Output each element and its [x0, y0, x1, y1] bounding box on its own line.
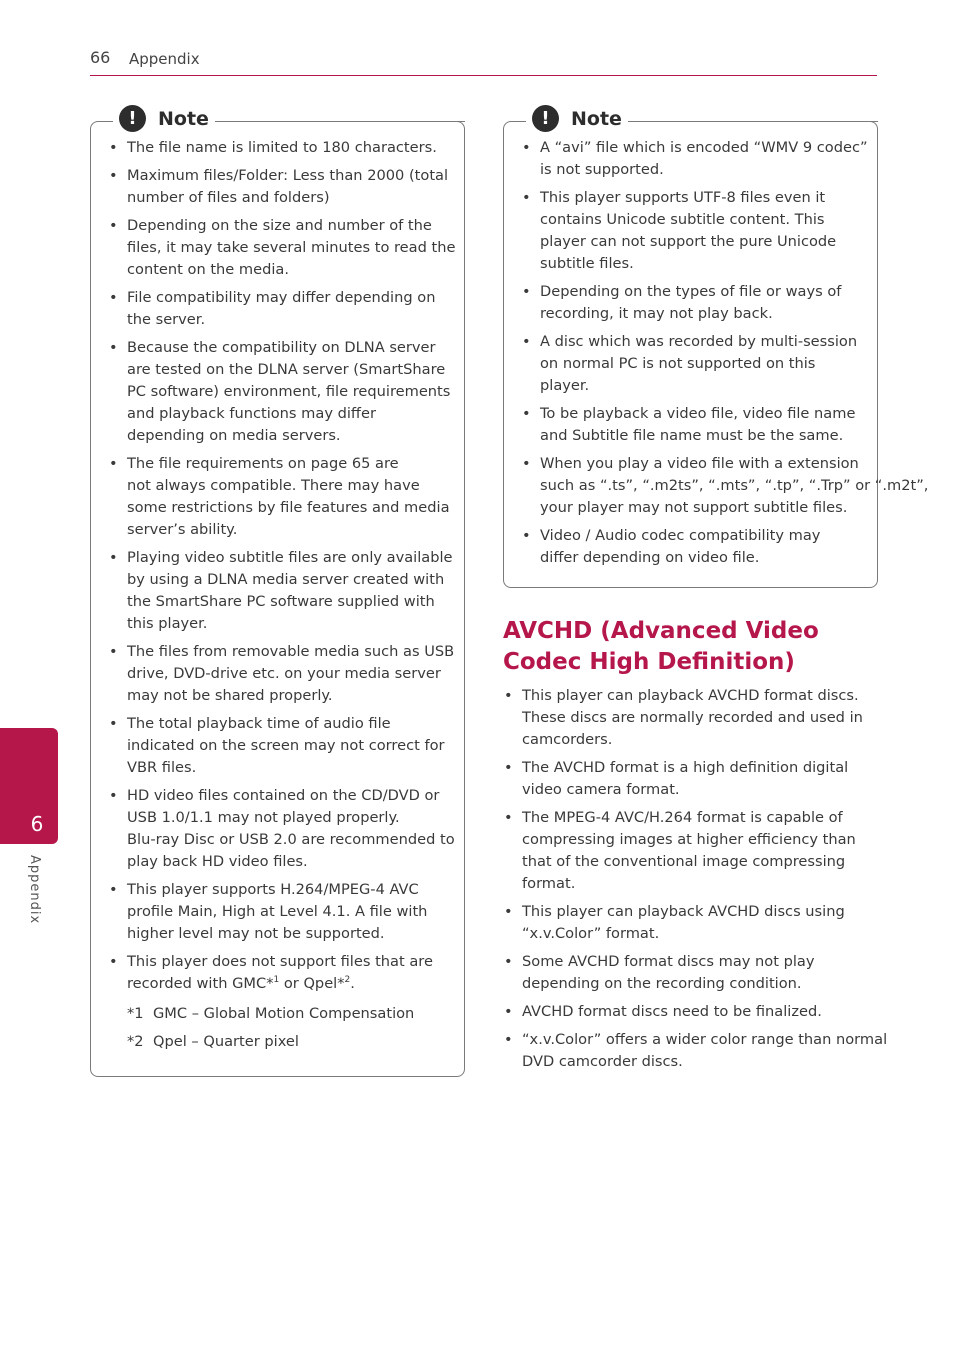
note-list — [107, 137, 455, 1001]
list-item: • Depending on the size and number of the files, it may take several minutes to read the content on the media. — [107, 215, 455, 281]
avchd-list — [502, 685, 887, 1079]
page-number: 66 — [90, 48, 111, 67]
list-item: • Maximum files/Folder: Less than 2000 (total number of files and folders) — [107, 165, 455, 209]
chapter-tab — [0, 728, 58, 844]
list-item: • AVCHD format discs need to be finalized. — [502, 1001, 887, 1023]
list-item: • File compatibility may differ depending on the server. — [107, 287, 455, 331]
note-head-line — [632, 121, 878, 122]
chapter-label: Appendix — [27, 855, 42, 925]
note-box-left — [90, 107, 465, 1077]
note-title: Note — [571, 107, 622, 130]
list-item: • This player supports H.264/MPEG-4 AVC profile Main, High at Level 4.1. A file with higher level may not be supported. — [107, 879, 455, 945]
list-item: • This player can playback AVCHD format discs. These discs are normally recorded and used in camcorders. — [502, 685, 887, 751]
list-item: • HD video files contained on the CD/DVD or USB 1.0/1.1 may not played properly. Blu-ray Disc or USB 2.0 are recommended to play back HD video files. — [107, 785, 455, 873]
list-item: • Playing video subtitle files are only available by using a DLNA media server created with the SmartShare PC software supplied with this player. — [107, 547, 455, 635]
section-heading: AVCHD (Advanced Video Codec High Definition) — [503, 618, 819, 675]
list-item: • To be playback a video file, video file name and Subtitle file name must be the same. — [520, 403, 928, 447]
note-title: Note — [158, 107, 209, 130]
note-head-line — [219, 121, 465, 122]
note-box-right — [503, 107, 929, 588]
list-item: • The total playback time of audio file indicated on the screen may not correct for VBR files. — [107, 713, 455, 779]
list-item: • Depending on the types of file or ways of recording, it may not play back. — [520, 281, 928, 325]
list-item: • Because the compatibility on DLNA server are tested on the DLNA server (SmartShare PC software) environment, file requirements and playback functions may differ depending on media servers. — [107, 337, 455, 447]
chapter-number: 6 — [30, 812, 44, 836]
list-item: • The AVCHD format is a high definition digital video camera format. — [502, 757, 887, 801]
list-item: • Video / Audio codec compatibility may differ depending on video file. — [520, 525, 928, 569]
list-item: • A “avi” file which is encoded “WMV 9 codec” is not supported. — [520, 137, 928, 181]
list-item: • The file requirements on page 65 are not always compatible. There may have some restrictions by file features and media server’s ability. — [107, 453, 455, 541]
page-header — [90, 48, 877, 76]
note-header — [113, 105, 215, 132]
list-item: • The file name is limited to 180 characters. — [107, 137, 455, 159]
list-item: • This player supports UTF-8 files even it contains Unicode subtitle content. This player can not support the pure Unicode subtitle files. — [520, 187, 928, 275]
list-item: • This player does not support files that are recorded with GMC*$^1$ or Qpel*$^2$. — [107, 951, 455, 995]
note-list — [520, 137, 928, 575]
list-item: • “x.v.Color” offers a wider color range than normal DVD camcorder discs. — [502, 1029, 887, 1073]
list-item: • This player can playback AVCHD discs using “x.v.Color” format. — [502, 901, 887, 945]
list-item: • The MPEG-4 AVC/H.264 format is capable of compressing images at higher efficiency than that of the conventional image compressing format. — [502, 807, 887, 895]
list-item: • When you play a video file with a extension such as “.ts”, “.m2ts”, “.mts”, “.tp”, “.Trp” or “.m2t”, your player may not support subtitle files. — [520, 453, 928, 519]
exclamation-icon: ! — [119, 105, 146, 132]
section-name: Appendix — [129, 50, 200, 68]
list-item: • The files from removable media such as USB drive, DVD-drive etc. on your media server may not be shared properly. — [107, 641, 455, 707]
exclamation-icon: ! — [532, 105, 559, 132]
footnote: *2 Qpel – Quarter pixel — [127, 1033, 299, 1050]
list-item: • A disc which was recorded by multi-session on normal PC is not supported on this player. — [520, 331, 928, 397]
footnote: *1 GMC – Global Motion Compensation — [127, 1005, 415, 1022]
list-item: • Some AVCHD format discs may not play depending on the recording condition. — [502, 951, 887, 995]
note-header — [526, 105, 628, 132]
